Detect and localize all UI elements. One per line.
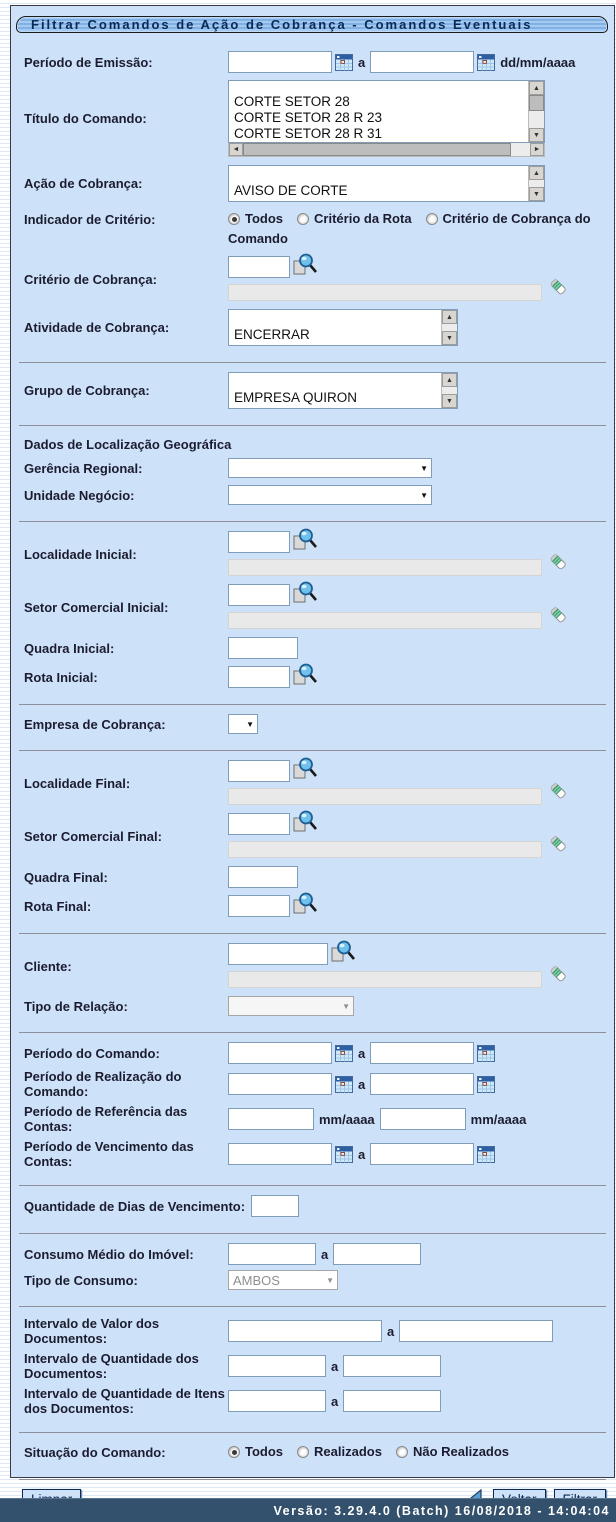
rota-final-code-input[interactable] [228,895,290,917]
titulo-comando-label: Título do Comando: [24,111,147,126]
separator [19,1185,606,1186]
empresa-cobranca-select[interactable] [228,714,258,734]
radio-label[interactable]: Todos [245,211,284,226]
grupo-cobranca-listbox[interactable] [228,372,458,409]
setor-comercial-inicial-code-input[interactable] [228,584,290,606]
calendar-icon[interactable] [477,54,495,71]
unidade-negocio-select[interactable] [228,485,432,505]
eraser-icon[interactable] [548,834,568,854]
scroll-up-icon[interactable]: ▲ [529,81,544,95]
month-format-hint: mm/aaaa [470,1111,527,1127]
periodo-referencia-label: Período de Referência das Contas: [24,1104,188,1135]
scroll-up-icon[interactable]: ▲ [529,166,544,180]
quadra-inicial-input[interactable] [228,637,298,659]
vertical-scrollbar[interactable] [528,81,544,142]
row-gerencia-regional [16,458,612,478]
gerencia-regional-select[interactable] [228,458,432,478]
grupo-cobranca-label: Grupo de Cobrança: [24,383,150,399]
acao-cobranca-listbox[interactable] [228,165,545,202]
filter-form-panel [10,5,615,1478]
vertical-scrollbar[interactable] [441,310,457,345]
scrollbar-thumb[interactable] [243,143,511,156]
intervalo-valor-start-input[interactable] [228,1320,382,1342]
radio-label[interactable]: Não Realizados [412,1444,510,1460]
intervalo-quantidade-end-input[interactable] [343,1355,441,1377]
scroll-up-icon[interactable]: ▲ [442,310,457,324]
selected-value: AMBOS [233,1272,280,1288]
row-consumo-medio [16,1243,612,1265]
row-titulo-comando [16,80,612,157]
cliente-code-input[interactable] [228,943,328,965]
situacao-comando-label: Situação do Comando: [24,1445,166,1461]
periodo-referencia-start-input[interactable] [228,1108,314,1130]
range-connector: a [358,1045,366,1061]
tipo-relacao-select[interactable] [228,996,354,1016]
indicador-criterio-label: Indicador de Critério: [24,212,156,227]
chevron-down-icon: ▼ [420,490,428,500]
section-header-localizacao: Dados de Localização Geográfica [24,437,232,453]
search-icon[interactable] [293,757,317,779]
scrollbar-thumb[interactable] [529,95,544,111]
intervalo-quantidade-start-input[interactable] [228,1355,326,1377]
localidade-inicial-code-input[interactable] [228,531,290,553]
setor-comercial-inicial-label: Setor Comercial Inicial: [24,599,169,615]
periodo-comando-start-input[interactable] [228,1042,332,1064]
row-criterio-cobranca [16,256,612,302]
calendar-icon[interactable] [335,1045,353,1062]
calendar-icon[interactable] [335,1076,353,1093]
separator [19,750,606,751]
criterio-cobranca-code-input[interactable] [228,256,290,278]
tipo-consumo-label: Tipo de Consumo: [24,1272,138,1288]
eraser-icon[interactable] [548,964,568,984]
row-tipo-relacao [16,996,612,1016]
calendar-icon[interactable] [335,1146,353,1163]
separator [19,1479,606,1480]
range-connector: a [331,1358,339,1374]
month-format-hint: mm/aaaa [319,1111,375,1127]
periodo-comando-end-input[interactable] [370,1042,474,1064]
search-icon[interactable] [293,253,317,275]
eraser-icon[interactable] [548,277,568,297]
periodo-vencimento-start-input[interactable] [228,1143,332,1165]
periodo-realizacao-end-input[interactable] [370,1073,474,1095]
chevron-down-icon: ▼ [246,719,254,729]
vertical-scrollbar[interactable] [441,373,457,408]
range-connector: a [387,1323,395,1339]
search-icon[interactable] [293,528,317,550]
atividade-cobranca-label: Atividade de Cobrança: [24,320,170,336]
atividade-cobranca-listbox[interactable] [228,309,458,346]
list-item[interactable]: EMPRESA QUIRON [234,390,358,406]
localidade-final-description-field [228,788,542,805]
list-item[interactable]: CORTE SETOR 28 R 23 [234,110,383,125]
quadra-final-label: Quadra Final: [24,869,108,885]
page-title: Filtrar Comandos de Ação de Cobrança - Comandos Eventuais [31,17,533,32]
periodo-realizacao-start-input[interactable] [228,1073,332,1095]
periodo-emissao-label: Período de Emissão: [24,54,153,70]
criterio-cobranca-description-field [228,284,542,301]
intervalo-quantidade-label: Intervalo de Quantidade dos Documentos: [24,1351,199,1382]
scroll-down-icon[interactable]: ▼ [529,128,544,142]
radio-criterio-cobranca-comando[interactable] [426,213,438,225]
separator [19,1032,606,1033]
scroll-down-icon[interactable]: ▼ [442,331,457,345]
localidade-final-label: Localidade Final: [24,775,131,791]
row-cliente [16,943,612,989]
tipo-consumo-select[interactable] [228,1270,338,1290]
calendar-icon[interactable] [477,1076,495,1093]
range-connector: a [358,1076,366,1092]
consumo-medio-start-input[interactable] [228,1243,316,1265]
periodo-referencia-end-input[interactable] [380,1108,466,1130]
titulo-comando-listbox[interactable] [228,80,545,143]
periodo-vencimento-label: Período de Vencimento das Contas: [24,1139,194,1170]
row-quadra-final [16,866,612,888]
quantidade-dias-input[interactable] [251,1195,299,1217]
radio-criterio-rota[interactable] [297,213,309,225]
row-setor-comercial-final [16,813,612,859]
setor-comercial-inicial-description-field [228,612,542,629]
setor-comercial-final-label: Setor Comercial Final: [24,828,162,844]
vertical-scrollbar[interactable] [528,166,544,201]
radio-label[interactable]: Todos [245,1444,284,1460]
horizontal-scrollbar[interactable] [228,143,545,157]
row-quantidade-dias [16,1195,612,1217]
empresa-cobranca-label: Empresa de Cobrança: [24,716,166,732]
intervalo-valor-end-input[interactable] [399,1320,553,1342]
calendar-icon[interactable] [477,1146,495,1163]
list-item[interactable]: CORTE SETOR 28 [234,94,350,109]
scroll-left-icon[interactable]: ◄ [229,143,243,156]
eraser-icon[interactable] [548,552,568,572]
row-localidade-inicial [16,531,612,577]
cliente-label: Cliente: [24,958,72,974]
consumo-medio-label: Consumo Médio do Imóvel: [24,1246,194,1262]
row-indicador-criterio [16,209,612,249]
row-periodo-emissao [16,51,612,73]
list-item[interactable]: AVISO DE CORTE [234,183,348,198]
tipo-relacao-label: Tipo de Relação: [24,998,128,1014]
radio-label[interactable]: Critério da Rota [314,211,412,226]
periodo-realizacao-label: Período de Realização do Comando: [24,1069,182,1100]
unidade-negocio-label: Unidade Negócio: [24,487,135,503]
separator [19,521,606,522]
row-empresa-cobranca [16,714,612,734]
separator [19,1306,606,1307]
separator [19,1233,606,1234]
list-item[interactable]: CORTE SETOR 28 R 31 [234,126,383,141]
row-periodo-vencimento [16,1139,612,1169]
range-connector: a [331,1393,339,1409]
scroll-down-icon[interactable]: ▼ [529,187,544,201]
rota-inicial-code-input[interactable] [228,666,290,688]
quadra-inicial-label: Quadra Inicial: [24,640,115,656]
separator [19,933,606,934]
localidade-final-code-input[interactable] [228,760,290,782]
periodo-vencimento-end-input[interactable] [370,1143,474,1165]
separator [19,704,606,705]
radio-nao-realizados[interactable] [396,1446,408,1458]
localidade-inicial-description-field [228,559,542,576]
search-icon[interactable] [293,892,317,914]
list-item[interactable]: ENCERRAR [234,327,310,343]
row-tipo-consumo [16,1270,612,1290]
gerencia-regional-label: Gerência Regional: [24,460,143,476]
form-titlebar [16,16,608,33]
eraser-icon[interactable] [548,781,568,801]
row-intervalo-valor [16,1316,612,1346]
radio-label[interactable]: Critério de Cobrança do Comando [228,211,591,247]
radio-todos[interactable] [228,1446,240,1458]
range-connector: a [358,1146,366,1162]
row-acao-cobranca [16,165,612,202]
eraser-icon[interactable] [548,605,568,625]
search-icon[interactable] [293,581,317,603]
row-intervalo-quantidade [16,1351,612,1381]
quadra-final-input[interactable] [228,866,298,888]
row-setor-comercial-inicial [16,584,612,630]
range-connector: a [321,1246,329,1262]
search-icon[interactable] [293,663,317,685]
consumo-medio-end-input[interactable] [333,1243,421,1265]
row-rota-final [16,895,612,917]
periodo-emissao-end-input[interactable] [370,51,474,73]
setor-comercial-final-description-field [228,841,542,858]
separator [19,425,606,426]
row-situacao-comando [16,1442,612,1462]
row-localidade-final [16,760,612,806]
criterio-cobranca-label: Critério de Cobrança: [24,271,157,287]
situacao-comando-radiogroup [228,1442,600,1462]
row-atividade-cobranca [16,309,612,346]
quantidade-dias-label: Quantidade de Dias de Vencimento: [24,1198,246,1214]
search-icon[interactable] [293,810,317,832]
chevron-down-icon: ▼ [326,1275,334,1285]
row-unidade-negocio [16,485,612,505]
radio-realizados[interactable] [297,1446,309,1458]
range-connector: a [358,54,366,70]
rota-final-label: Rota Final: [24,898,92,914]
version-text: Versão: 3.29.4.0 (Batch) 16/08/2018 - 14:04:04 [273,1503,610,1518]
periodo-comando-label: Período do Comando: [24,1045,160,1061]
intervalo-itens-start-input[interactable] [228,1390,326,1412]
row-rota-inicial [16,666,612,688]
radio-label[interactable]: Realizados [314,1444,382,1460]
date-format-hint: dd/mm/aaaa [500,54,576,70]
setor-comercial-final-code-input[interactable] [228,813,290,835]
rota-inicial-label: Rota Inicial: [24,669,98,685]
separator [19,1432,606,1433]
row-grupo-cobranca [16,372,612,409]
row-periodo-comando [16,1042,612,1064]
separator [19,362,606,363]
row-intervalo-itens [16,1386,612,1416]
calendar-icon[interactable] [477,1045,495,1062]
localidade-inicial-label: Localidade Inicial: [24,546,137,562]
row-quadra-inicial [16,637,612,659]
intervalo-itens-label: Intervalo de Quantidade de Itens dos Documentos: [24,1386,225,1417]
cliente-description-field [228,971,542,988]
calendar-icon[interactable] [335,54,353,71]
radio-todos[interactable] [228,213,240,225]
scroll-down-icon[interactable]: ▼ [442,394,457,408]
acao-cobranca-label: Ação de Cobrança: [24,176,143,191]
scroll-up-icon[interactable]: ▲ [442,373,457,387]
row-periodo-referencia [16,1104,612,1134]
row-periodo-realizacao [16,1069,612,1099]
chevron-down-icon: ▼ [420,463,428,473]
footer-bar [0,1498,616,1522]
intervalo-itens-end-input[interactable] [343,1390,441,1412]
scroll-right-icon[interactable]: ► [530,143,544,156]
periodo-emissao-start-input[interactable] [228,51,332,73]
indicador-criterio-radiogroup [228,209,600,249]
search-icon[interactable] [331,940,355,962]
intervalo-valor-label: Intervalo de Valor dos Documentos: [24,1316,160,1347]
chevron-down-icon: ▼ [342,1001,350,1011]
